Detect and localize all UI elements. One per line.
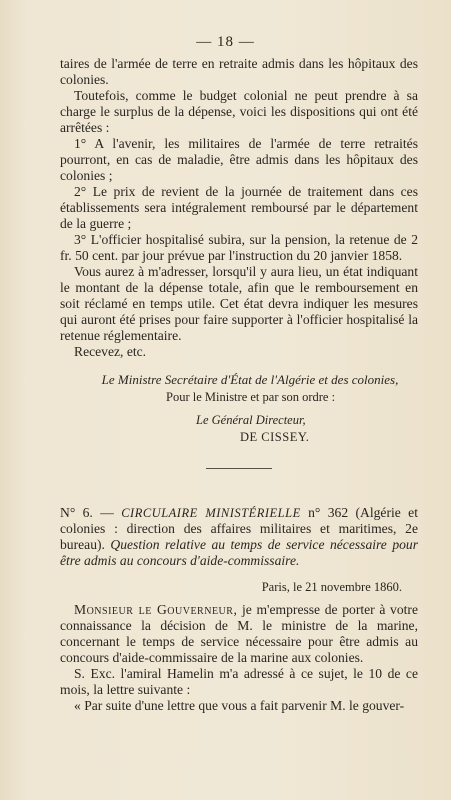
paragraph-continuation: taires de l'armée de terre en retraite admis dans les hôpitaux des colonies.: [60, 56, 418, 87]
signature-title: Le Ministre Secrétaire d'État de l'Algérie et des colonies,: [101, 372, 399, 387]
circular-date: Paris, le 21 novembre 1860.: [261, 580, 402, 594]
provision-2: 2° Le prix de revient de la journée de traitement dans ces établissements sera intégralement remboursé par le département de la guerre ;: [60, 184, 418, 231]
salutation: Monsieur le Gouverneur,: [74, 602, 238, 617]
page-number: — 18 —: [196, 34, 255, 50]
paragraph-etat: Vous aurez à m'adresser, lorsqu'il y aura lieu, un état indiquant le montant de la dépense totale, afin que le remboursement en soit réclamé en temps utile. Cet état devra indiquer les mesures qui auront été prises pour faire supporter à l'officier hospitalisé la retenue réglementaire.: [60, 264, 418, 343]
circular-paragraph-3: « Par suite d'une lettre que vous a fait parvenir M. le gouver-: [74, 698, 405, 713]
closing-formula: Recevez, etc.: [74, 344, 147, 359]
signature-name: DE CISSEY.: [240, 430, 310, 444]
document-body: [60, 56, 418, 714]
circular-paragraph-2: S. Exc. l'amiral Hamelin m'a adressé à ce sujet, le 10 de ce mois, la lettre suivante :: [60, 666, 418, 697]
circular-reference: n° 362 (Algérie et colonies : direction des affaires militaires et maritimes, 2e bureau).: [60, 505, 418, 552]
paragraph-toutefois: Toutefois, comme le budget colonial ne peut prendre à sa charge le surplus de la dépense, voici les dispositions qui ont été arrêtées :: [60, 88, 418, 135]
circular-heading: [60, 505, 418, 569]
circular-subject: Question relative au temps de service nécessaire pour être admis au concours d'aide-commissaire.: [60, 537, 418, 568]
provision-3: 3° L'officier hospitalisé subira, sur la pension, la retenue de 2 fr. 50 cent. par jour prévue par l'instruction du 20 janvier 1858.: [60, 232, 418, 263]
section-divider: [206, 468, 272, 469]
circular-number: N° 6. —: [60, 505, 114, 520]
signature-rank: Le Général Directeur,: [196, 413, 306, 427]
provision-1: 1° A l'avenir, les militaires de l'armée de terre retraités pourront, en cas de maladie, être admis dans les hôpitaux des colonies ;: [60, 136, 418, 183]
circular-title: CIRCULAIRE MINISTÉRIELLE: [121, 506, 301, 520]
signature-order: Pour le Ministre et par son ordre :: [166, 390, 336, 404]
circular-paragraph-1: [60, 602, 418, 666]
circular-paragraph-1-text: je m'empresse de porter à votre connaissance la décision de M. le ministre de la marine, concernant le temps de service nécessaire pour être admis au concours d'aide-commissaire de la marine aux colonies.: [60, 602, 418, 665]
